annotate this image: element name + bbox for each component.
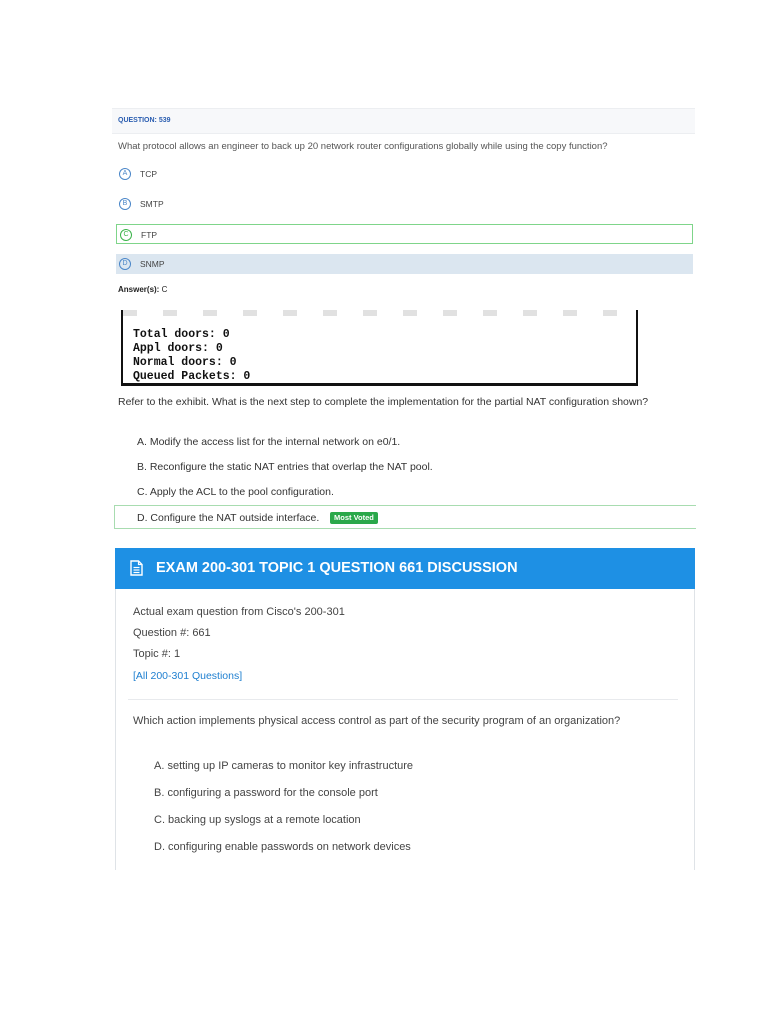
exhibit-line: Queued Packets: 0 (133, 370, 251, 383)
question-539-card (112, 108, 695, 300)
nat-option-d-text: D. Configure the NAT outside interface. (137, 512, 320, 524)
option-a[interactable] (116, 164, 693, 184)
option-text: SMTP (140, 199, 164, 209)
option-text: FTP (141, 230, 158, 240)
question-number: Question #: 661 (133, 627, 211, 639)
option-letter-circle: B (119, 198, 131, 210)
exhibit-line: Appl doors: 0 (133, 342, 223, 355)
answer-line (118, 285, 167, 294)
exhibit-output (133, 328, 250, 384)
option-text: TCP (140, 169, 157, 179)
most-voted-badge: Most Voted (330, 512, 378, 524)
option-letter-circle: D (119, 258, 131, 270)
nat-option-a[interactable]: A. Modify the access list for the internal network on e0/1. (137, 436, 401, 448)
option-letter-circle: A (119, 168, 131, 180)
exhibit-line: Normal doors: 0 (133, 356, 237, 369)
answer-label: Answer(s): (118, 285, 160, 294)
option-d-highlighted[interactable] (116, 254, 693, 274)
question-text: What protocol allows an engineer to back up 20 network router configurations globally while using the copy function? (118, 141, 608, 152)
discussion-header (115, 548, 695, 589)
discussion-option-a[interactable]: A. setting up IP cameras to monitor key infrastructure (154, 760, 414, 772)
option-b[interactable] (116, 194, 693, 214)
nat-option-b[interactable]: B. Reconfigure the static NAT entries that overlap the NAT pool. (137, 461, 433, 473)
discussion-option-b[interactable]: B. configuring a password for the console port (154, 787, 378, 799)
option-c-correct[interactable] (116, 224, 693, 244)
answer-value: C (161, 285, 168, 294)
discussion-question-text: Which action implements physical access control as part of the security program of an organization? (133, 715, 621, 727)
divider (128, 699, 678, 700)
discussion-option-d[interactable]: D. configuring enable passwords on network devices (154, 841, 411, 853)
option-text: SNMP (140, 259, 165, 269)
all-questions-link[interactable]: [All 200-301 Questions] (133, 670, 243, 682)
nat-option-d-most-voted[interactable] (114, 505, 696, 529)
question-number: QUESTION: 539 (118, 117, 171, 124)
question-header (112, 108, 695, 134)
discussion-card (115, 548, 695, 870)
topic-number: Topic #: 1 (133, 648, 181, 660)
option-letter-circle: C (120, 229, 132, 241)
discussion-title: EXAM 200-301 TOPIC 1 QUESTION 661 DISCUSSION (156, 560, 518, 576)
nat-question-text: Refer to the exhibit. What is the next step to complete the implementation for the partial NAT configuration shown? (118, 396, 649, 408)
nat-option-c[interactable]: C. Apply the ACL to the pool configuration. (137, 486, 334, 498)
exam-source: Actual exam question from Cisco's 200-301 (133, 606, 345, 618)
exhibit-box (121, 310, 638, 386)
document-icon (130, 560, 143, 576)
discussion-option-c[interactable]: C. backing up syslogs at a remote location (154, 814, 361, 826)
exhibit-line: Total doors: 0 (133, 328, 230, 341)
exhibit-cropped-edge (123, 310, 636, 316)
